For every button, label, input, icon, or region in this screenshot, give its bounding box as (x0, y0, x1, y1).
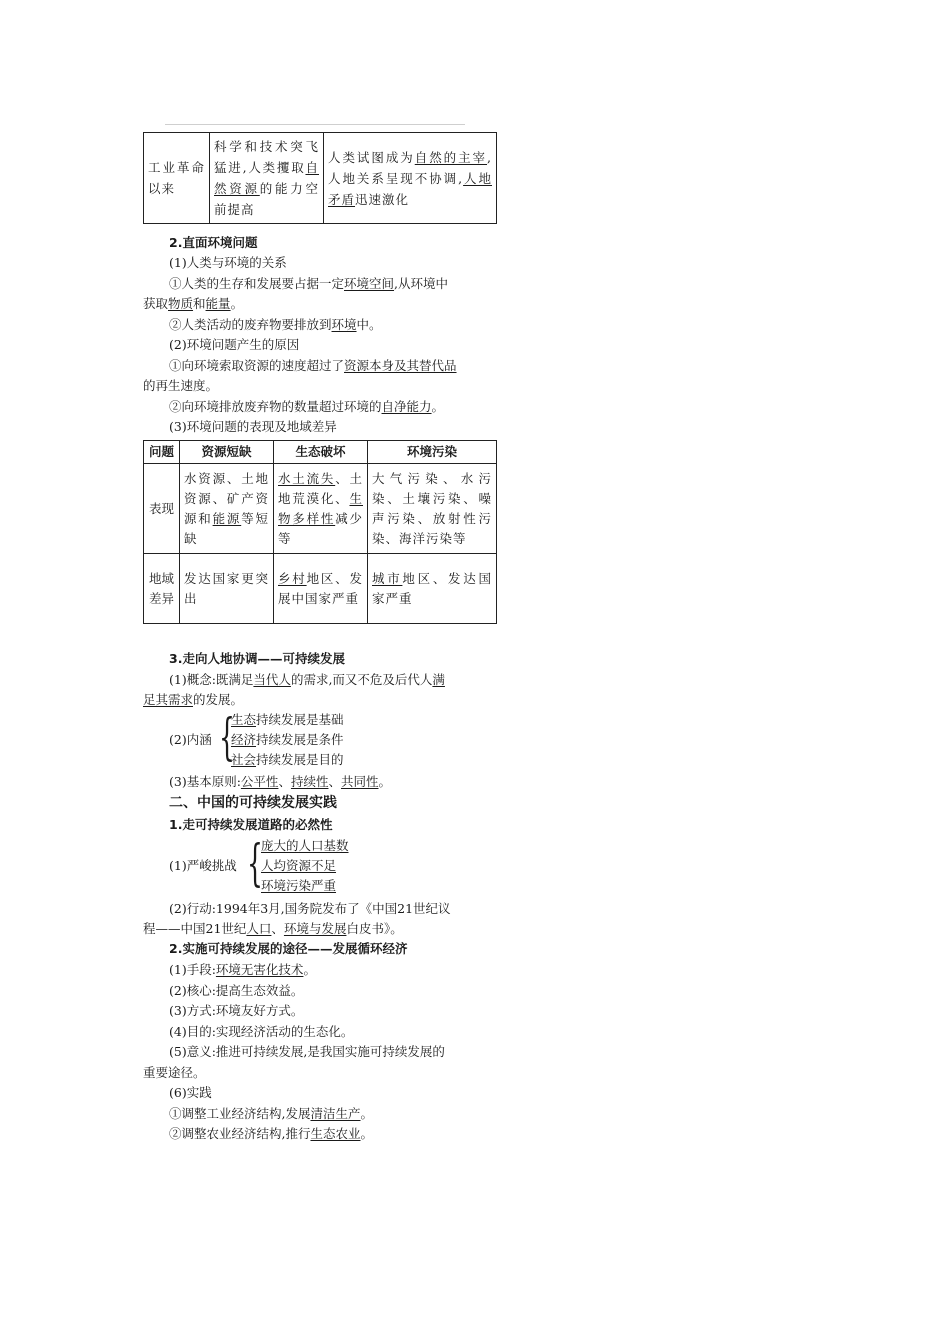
text: ②向环境排放废弃物的数量超过环境的 (169, 399, 382, 414)
paragraph: 重要途径。 (143, 1065, 206, 1080)
underlined-text: 生物多样性 (278, 490, 363, 526)
text: 。 (378, 774, 392, 789)
underlined-text: 能量 (205, 296, 231, 311)
underlined-text: 生态农业 (310, 1126, 361, 1141)
text: 科学和技术突飞猛进,人类攫取 (214, 139, 319, 175)
table-cell (274, 464, 368, 554)
text: 中。 (356, 317, 382, 332)
text: 持续发展是目的 (256, 752, 344, 767)
underlined-text: 社会 (231, 752, 257, 767)
list-item (261, 856, 349, 876)
text: (1)手段: (169, 962, 216, 977)
table-header-row (144, 441, 497, 464)
underlined-text: 资源本身及其替代品 (344, 358, 457, 373)
text: 持续发展是基础 (256, 712, 344, 727)
paragraph: (3)方式:环境友好方式。 (169, 1003, 304, 1018)
underlined-text: 人均资源不足 (261, 858, 337, 873)
text: 。 (431, 399, 445, 414)
underlined-text: 乡村 (278, 570, 307, 586)
underlined-text: 环境与发展 (283, 921, 347, 936)
underlined-text: 清洁生产 (310, 1106, 361, 1121)
text: 减少等 (278, 510, 363, 546)
text: 。 (230, 296, 244, 311)
header-rule (165, 124, 465, 125)
paragraph: (1)人类与环境的关系 (169, 255, 287, 270)
underlined-text: 公平性 (240, 774, 279, 789)
column-header: 资源短缺 (180, 441, 274, 464)
paragraph (143, 295, 505, 313)
text: (3)基本原则: (169, 774, 241, 789)
paragraph: (2)核心:提高生态效益。 (169, 983, 304, 998)
table-cell (274, 554, 368, 624)
text: 水资源、土地资源、矿产资源和 (184, 470, 269, 526)
list-item (261, 836, 349, 856)
text: 地区、发展中国家严重 (278, 570, 363, 606)
list-item (231, 750, 344, 770)
underlined-text: 生态 (231, 712, 257, 727)
underlined-text: 经济 (231, 732, 257, 747)
text: 、 (278, 774, 291, 789)
text: 人类试图成为 (328, 149, 415, 165)
text: ②人类活动的废弃物要排放到 (169, 317, 332, 332)
text: 和 (193, 296, 206, 311)
paragraph: (2)环境问题产生的原因 (169, 337, 300, 352)
paragraph: (3)环境问题的表现及地域差异 (169, 419, 337, 434)
text: 程——中国21世纪 (143, 921, 247, 936)
text: ②调整农业经济结构,推行 (169, 1126, 311, 1141)
capability-cell (210, 133, 324, 224)
underlined-text: 环境无害化技术 (215, 962, 304, 977)
paragraph (143, 1125, 531, 1143)
table-cell: 发达国家更突出 (180, 554, 274, 624)
table-row (144, 554, 497, 624)
underlined-text: 庞大的人口基数 (261, 838, 349, 853)
paragraph (143, 920, 505, 938)
text: ①人类的生存和发展要占据一定 (169, 276, 345, 291)
table-row (144, 464, 497, 554)
paragraph (143, 357, 531, 375)
text: 。 (360, 1106, 374, 1121)
text: 地区、发达国家严重 (372, 570, 492, 606)
underlined-text: 自然的主宰 (414, 149, 488, 165)
text: 、 (271, 921, 284, 936)
text: 。 (360, 1126, 374, 1141)
text: 迅速激化 (355, 191, 410, 207)
underlined-text: 城市 (372, 570, 403, 586)
text: 获取 (143, 296, 169, 311)
paragraph: (5)意义:推进可持续发展,是我国实施可持续发展的 (169, 1044, 445, 1059)
paragraph: (6)实践 (169, 1085, 212, 1100)
underlined-text: 当代人 (253, 672, 291, 687)
underlined-text: 持续性 (290, 774, 329, 789)
section-heading: 1.走可持续发展道路的必然性 (169, 817, 333, 832)
paragraph (143, 773, 531, 791)
text: 的需求,而又不危及后代人 (290, 672, 433, 687)
underlined-text: 物质 (168, 296, 194, 311)
underlined-text: 能源 (212, 510, 242, 526)
list-item (231, 710, 344, 730)
column-header: 问题 (144, 441, 180, 464)
connotation-label: (2)内涵 (169, 732, 212, 747)
text: ①向环境索取资源的速度超过了 (169, 358, 345, 373)
text: 的发展。 (193, 692, 244, 707)
text: 、土地荒漠化、 (278, 470, 363, 506)
text: 。 (303, 962, 316, 977)
text: (1)概念:既满足 (169, 672, 254, 687)
challenge-items (261, 836, 349, 896)
section-heading: 2.直面环境问题 (169, 235, 258, 250)
paragraph (143, 961, 531, 979)
underlined-text: 共同性 (340, 774, 379, 789)
brace-icon: { (247, 834, 263, 892)
paragraph (143, 671, 531, 689)
paragraph: 的再生速度。 (143, 378, 219, 393)
challenge-label: (1)严峻挑战 (169, 858, 237, 873)
connotation-items (231, 710, 344, 770)
section-heading: 2.实施可持续发展的途径——发展循环经济 (169, 941, 408, 956)
text: ,人地关系呈现不协调, (328, 149, 492, 186)
text: 、 (328, 774, 341, 789)
text: 白皮书》。 (346, 921, 403, 936)
table-cell: 大气污染、水污染、土壤污染、噪声污染、放射性污染、海洋污染等 (368, 464, 497, 554)
paragraph: (4)目的:实现经济活动的生态化。 (169, 1024, 354, 1039)
list-item (231, 730, 344, 750)
paragraph (143, 691, 505, 709)
table-cell (368, 554, 497, 624)
text: 的能力空前提高 (214, 181, 319, 217)
paragraph: (2)行动:1994年3月,国务院发布了《中国21世纪议 (169, 901, 451, 916)
column-header: 环境污染 (368, 441, 497, 464)
underlined-text: 环境空间 (344, 276, 395, 291)
row-label: 表现 (144, 464, 180, 554)
underlined-text: 自然资源 (214, 160, 319, 196)
relation-cell (324, 133, 497, 224)
underlined-text: 环境 (331, 317, 357, 332)
paragraph (143, 275, 531, 293)
underlined-text: 自净能力 (381, 399, 432, 414)
paragraph (143, 398, 531, 416)
underlined-text: 满 (432, 672, 445, 687)
section-heading: 3.走向人地协调——可持续发展 (169, 651, 345, 666)
part-heading: 二、中国的可持续发展实践 (169, 795, 337, 811)
row-label: 地域差异 (144, 554, 180, 624)
era-cell: 工业革命以来 (144, 133, 210, 224)
column-header: 生态破坏 (274, 441, 368, 464)
list-item (261, 876, 349, 896)
underlined-text: 人口 (246, 921, 272, 936)
table-cell (180, 464, 274, 554)
paragraph (143, 316, 531, 334)
underlined-text: 人地矛盾 (328, 170, 492, 207)
paragraph (143, 1105, 531, 1123)
text: ①调整工业经济结构,发展 (169, 1106, 311, 1121)
underlined-text: 水土流失 (278, 470, 336, 486)
text: 持续发展是条件 (256, 732, 344, 747)
text: 等短缺 (184, 510, 269, 546)
underlined-text: 足其需求 (143, 692, 194, 707)
environment-problems-table (143, 440, 497, 624)
industrial-revolution-table (143, 132, 497, 224)
underlined-text: 环境污染严重 (261, 878, 337, 893)
text: ,从环境中 (394, 276, 449, 291)
table-row (144, 133, 497, 224)
brace-icon: { (219, 708, 235, 766)
